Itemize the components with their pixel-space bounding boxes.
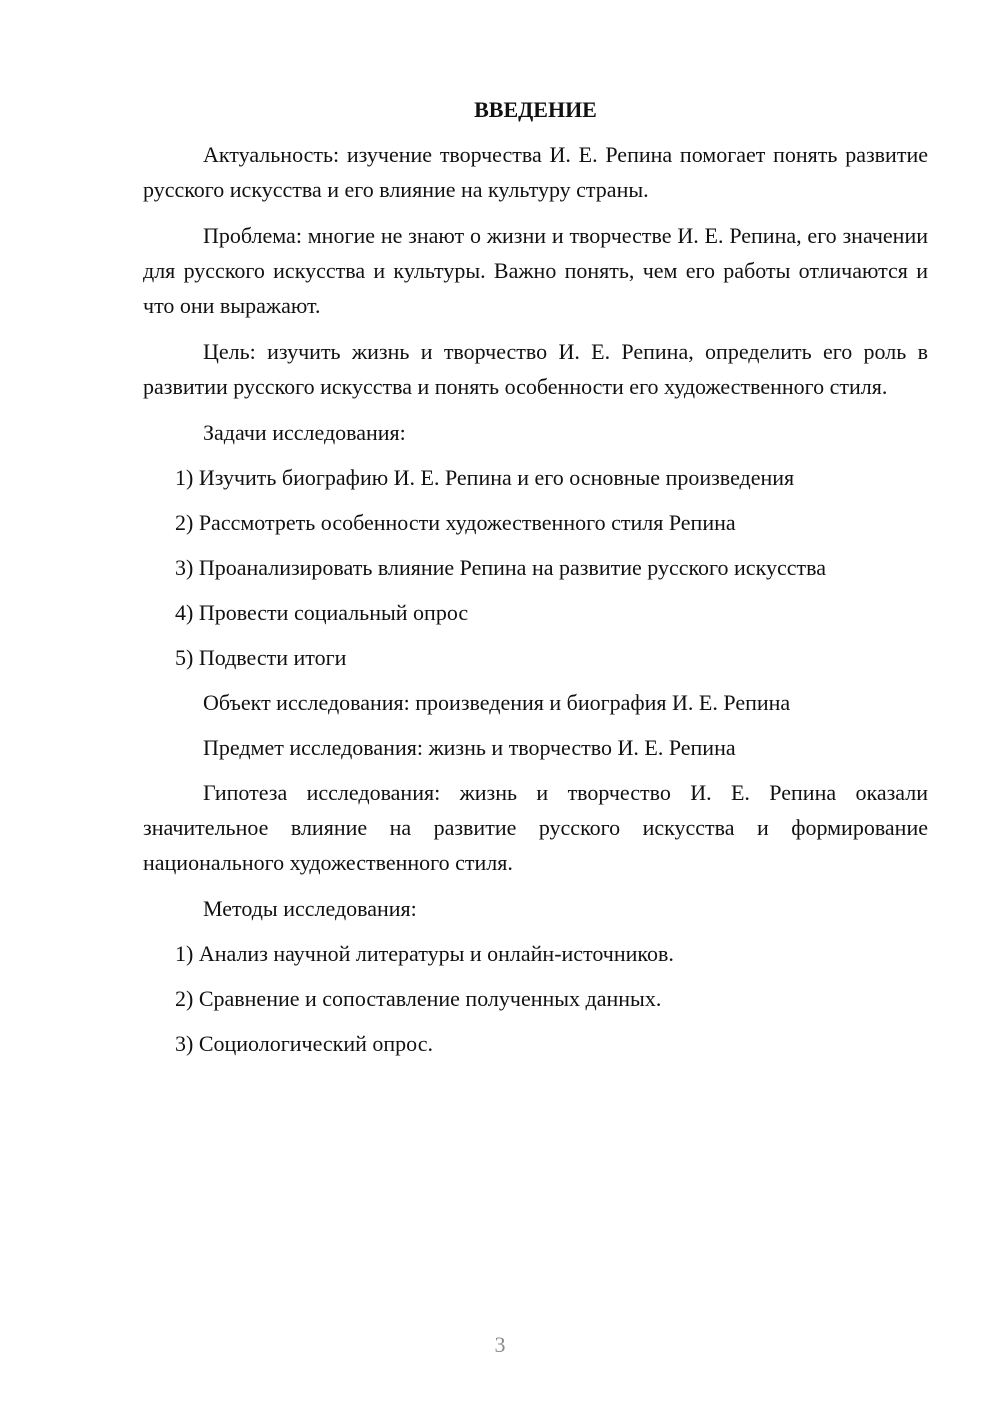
task-item: 3) Проанализировать влияние Репина на развитие русского искусства: [175, 555, 826, 580]
research-subject: Предмет исследования: жизнь и творчество И. Е. Репина: [203, 735, 736, 760]
method-item: 2) Сравнение и сопоставление полученных данных.: [175, 986, 662, 1011]
task-item: 5) Подвести итоги: [175, 645, 347, 670]
methods-title: Методы исследования:: [203, 896, 417, 921]
tasks-list: [143, 460, 928, 675]
section-heading: ВВЕДЕНИЕ: [474, 97, 597, 122]
page-number: 3: [494, 1332, 506, 1357]
problem-paragraph: Проблема: многие не знают о жизни и творчестве И. Е. Репина, его значении для русского искусства и культуры. Важно понять, чем его работы отличаются и что они выражают.: [143, 223, 928, 318]
tasks-title: Задачи исследования:: [203, 420, 406, 445]
relevance-paragraph: Актуальность: изучение творчества И. Е. Репина помогает понять развитие русского искусства и его влияние на культуру страны.: [143, 142, 928, 202]
task-item: 4) Провести социальный опрос: [175, 600, 469, 625]
task-item: 2) Рассмотреть особенности художественного стиля Репина: [175, 510, 736, 535]
hypothesis-paragraph: Гипотеза исследования: жизнь и творчество И. Е. Репина оказали значительное влияние на развитие русского искусства и формирование национального художественного стиля.: [143, 780, 928, 875]
document-page: [143, 92, 928, 1071]
method-item: 3) Социологический опрос.: [175, 1031, 433, 1056]
methods-list: [143, 936, 928, 1061]
research-object: Объект исследования: произведения и биография И. Е. Репина: [203, 690, 791, 715]
goal-paragraph: Цель: изучить жизнь и творчество И. Е. Репина, определить его роль в развитии русского искусства и понять особенности его художественного стиля.: [143, 339, 928, 399]
method-item: 1) Анализ научной литературы и онлайн-источников.: [175, 941, 674, 966]
task-item: 1) Изучить биографию И. Е. Репина и его основные произведения: [175, 465, 795, 490]
